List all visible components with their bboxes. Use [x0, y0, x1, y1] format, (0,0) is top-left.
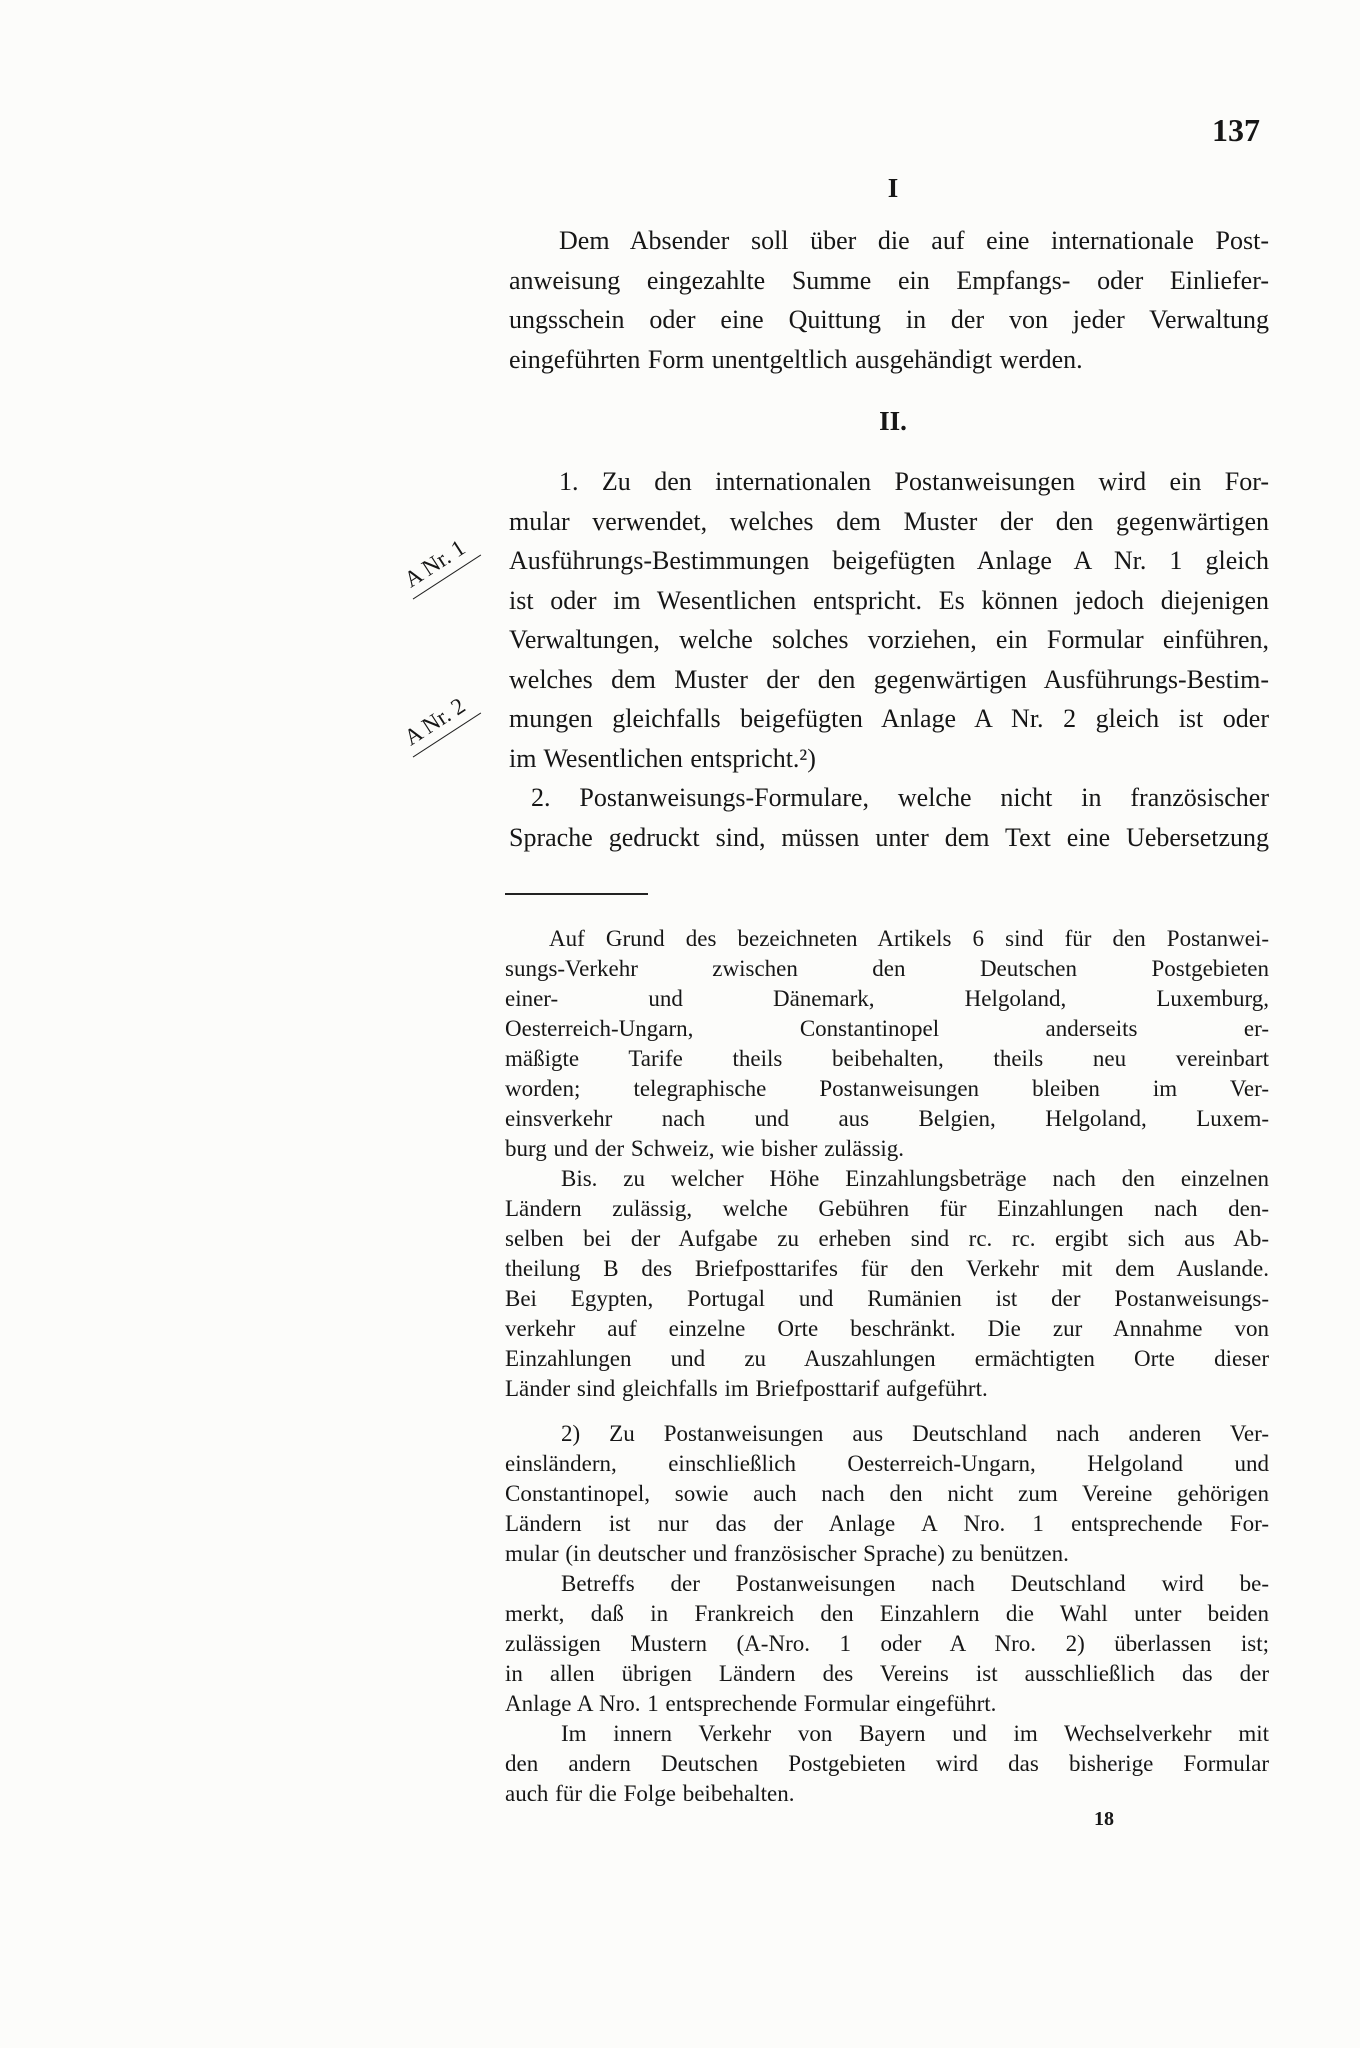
text-line: Bei Egypten, Portugal und Rumänien ist der Postanweisungs-	[505, 1286, 1269, 1311]
text-line: Im innern Verkehr von Bayern und im Wechselverkehr mit	[561, 1721, 1269, 1746]
section-heading-1: I	[887, 173, 899, 203]
margin-note	[396, 528, 481, 599]
text-line: im Wesentlichen entspricht.²)	[509, 743, 816, 773]
paragraph	[509, 778, 1269, 857]
text-line: Ländern ist nur das der Anlage A Nro. 1 entsprechende For-	[505, 1511, 1269, 1536]
footnote-paragraph	[505, 924, 1269, 1164]
text-line: sungs-Verkehr zwischen den Deutschen Postgebieten	[505, 956, 1269, 981]
text-line: mäßigte Tarife theils beibehalten, theils neu vereinbart	[505, 1046, 1269, 1071]
footnotes	[505, 924, 1269, 1809]
text-line: Sprache gedruckt sind, müssen unter dem Text eine Uebersetzung	[509, 822, 1269, 852]
text-line: den andern Deutschen Postgebieten wird das bisherige Formular	[505, 1751, 1269, 1776]
margin-note-label: A Nr. 2	[399, 692, 470, 751]
text-line: einsländern, einschließlich Oesterreich-Ungarn, Helgoland und	[505, 1451, 1269, 1476]
footnote-paragraph	[505, 1719, 1269, 1809]
text-line: Auf Grund des bezeichneten Artikels 6 sind für den Postanwei-	[549, 926, 1269, 951]
text-line: mungen gleichfalls beigefügten Anlage A Nr. 2 gleich ist oder	[509, 704, 1269, 733]
text-line: in allen übrigen Ländern des Vereins ist ausschließlich das der	[505, 1661, 1269, 1686]
text-line: verkehr auf einzelne Orte beschränkt. Die zur Annahme von	[505, 1316, 1269, 1341]
text-line: merkt, daß in Frankreich den Einzahlern die Wahl unter beiden	[505, 1601, 1269, 1626]
text-line: Constantinopel, sowie auch nach den nicht zum Vereine gehörigen	[505, 1481, 1269, 1506]
text-line: eingeführten Form unentgeltlich ausgehändigt werden.	[509, 344, 1083, 374]
text-line: Ländern zulässig, welche Gebühren für Einzahlungen nach den-	[505, 1196, 1269, 1221]
text-line: 1. Zu den internationalen Postanweisungen wird ein For-	[559, 467, 1269, 496]
signature-mark: 18	[1094, 1808, 1114, 1830]
paragraph	[509, 221, 1269, 379]
text-line: Bis. zu welcher Höhe Einzahlungsbeträge nach den einzelnen	[561, 1166, 1269, 1191]
text-line: zulässigen Mustern (A-Nro. 1 oder A Nro. 2) überlassen ist;	[505, 1631, 1269, 1656]
page-number: 137	[1212, 112, 1260, 148]
text-line: Einzahlungen und zu Auszahlungen ermächtigten Orte dieser	[505, 1346, 1269, 1371]
text-line: mular (in deutscher und französischer Sprache) zu benützen.	[505, 1541, 1069, 1566]
text-line: auch für die Folge beibehalten.	[505, 1781, 795, 1806]
margin-note	[396, 686, 481, 757]
text-line: burg und der Schweiz, wie bisher zulässig.	[505, 1136, 905, 1161]
text-line: 2. Postanweisungs-Formulare, welche nicht in französischer	[531, 783, 1269, 812]
text-line: anweisung eingezahlte Summe ein Empfangs- oder Einliefer-	[509, 265, 1269, 295]
text-line: mular verwendet, welches dem Muster der den gegenwärtigen	[509, 506, 1269, 536]
text-line: ist oder im Wesentlichen entspricht. Es können jedoch diejenigen	[509, 585, 1269, 615]
text-line: Betreffs der Postanweisungen nach Deutschland wird be-	[561, 1571, 1269, 1596]
text-line: einer- und Dänemark, Helgoland, Luxemburg,	[505, 986, 1269, 1011]
footnote-paragraph	[505, 1419, 1269, 1569]
text-line: Oesterreich-Ungarn, Constantinopel anderseits er-	[505, 1016, 1269, 1041]
section-1-body	[509, 221, 1269, 379]
text-line: 2) Zu Postanweisungen aus Deutschland nach anderen Ver-	[561, 1421, 1269, 1446]
text-line: worden; telegraphische Postanweisungen bleiben im Ver-	[505, 1076, 1269, 1101]
text-line: Länder sind gleichfalls im Briefposttarif aufgeführt.	[505, 1376, 988, 1401]
margin-note-label: A Nr. 1	[399, 534, 470, 593]
text-line: ungsschein oder eine Quittung in der von jeder Verwaltung	[509, 305, 1269, 334]
footnote-paragraph	[505, 1164, 1269, 1404]
text-line: selben bei der Aufgabe zu erheben sind rc. rc. ergibt sich aus Ab-	[505, 1226, 1269, 1251]
footnote-rule	[505, 893, 648, 895]
text-line: welches dem Muster der den gegenwärtigen Ausführungs-Bestim-	[509, 664, 1269, 694]
text-line: Verwaltungen, welche solches vorziehen, ein Formular einführen,	[509, 625, 1269, 654]
text-line: Ausführungs-Bestimmungen beigefügten Anlage A Nr. 1 gleich	[509, 546, 1269, 575]
paragraph	[509, 462, 1269, 778]
text-line: Anlage A Nro. 1 entsprechende Formular eingeführt.	[505, 1691, 997, 1716]
text-line: theilung B des Briefposttarifes für den Verkehr mit dem Auslande.	[505, 1256, 1269, 1281]
section-2-body	[509, 462, 1269, 857]
section-heading-2: II.	[879, 406, 907, 436]
text-line: Dem Absender soll über die auf eine internationale Post-	[559, 226, 1269, 255]
text-line: einsverkehr nach und aus Belgien, Helgoland, Luxem-	[505, 1106, 1269, 1131]
footnote-paragraph	[505, 1569, 1269, 1719]
